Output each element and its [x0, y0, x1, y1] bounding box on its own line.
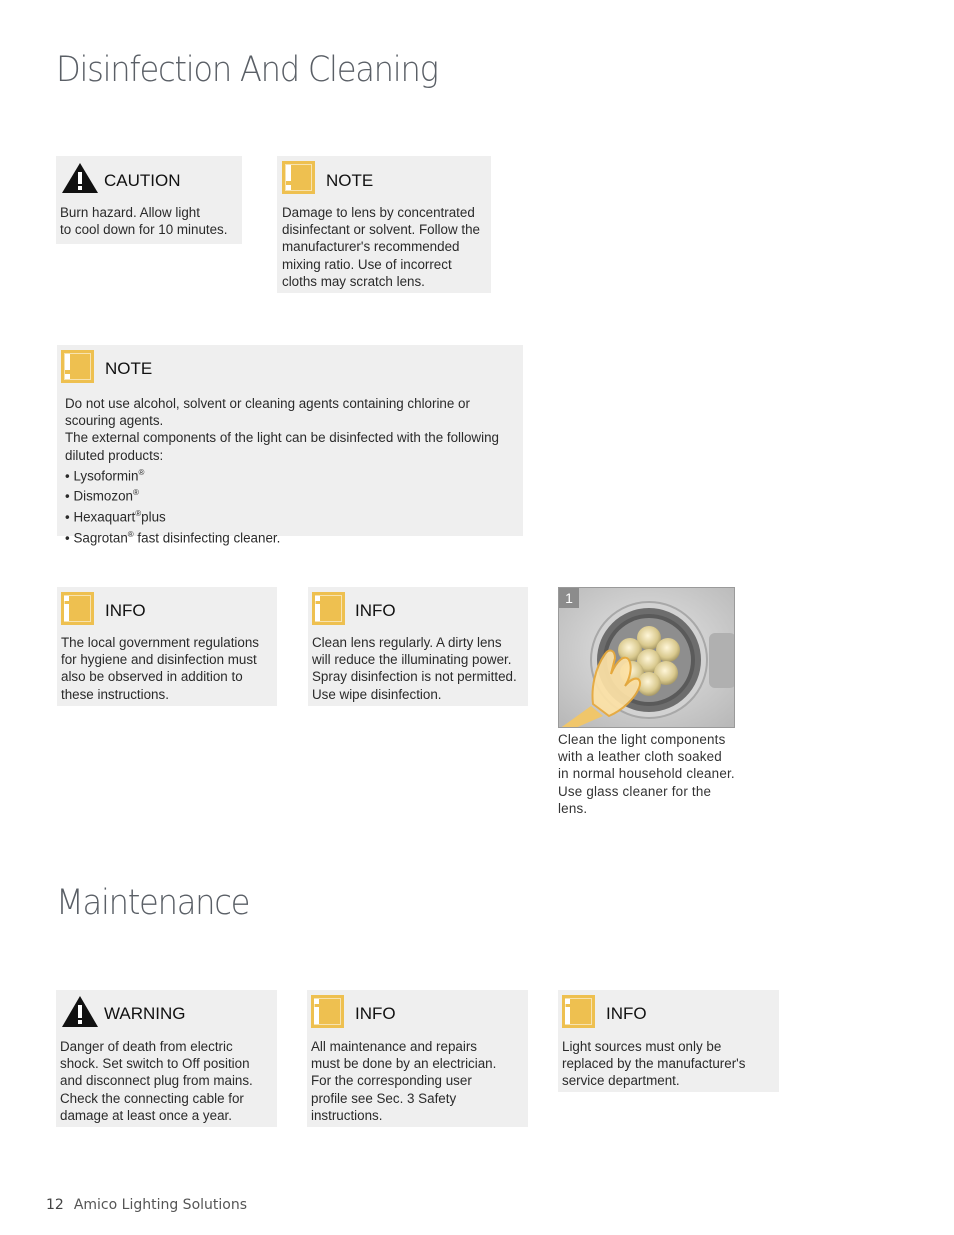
note-lens-line: disinfectant or solvent. Follow the	[282, 222, 480, 238]
product-name: Sagrotan	[73, 530, 128, 546]
product-name: Hexaquart	[73, 509, 136, 525]
bullet: •	[65, 488, 70, 504]
note-lens-line: Damage to lens by concentrated	[282, 205, 475, 220]
info-icon	[562, 995, 595, 1028]
note-products-box	[57, 345, 523, 546]
info-regulations-line: for hygiene and disinfection must	[61, 652, 257, 668]
info-regulations-line: also be observed in addition to	[61, 669, 243, 685]
info-maintenance-line: instructions.	[311, 1107, 383, 1123]
warning-line: damage at least once a year.	[60, 1107, 232, 1123]
note-products-line: diluted products:	[65, 447, 164, 463]
info-maintenance-line: profile see Sec. 3 Safety	[311, 1090, 457, 1106]
registered-mark: ®	[132, 488, 139, 498]
product-name: Dismozon	[73, 488, 133, 504]
page-number: 12	[46, 1197, 64, 1213]
caption-line: in normal household cleaner.	[558, 766, 735, 782]
info-maintenance-line: All maintenance and repairs	[311, 1039, 477, 1054]
product-suffix: plus	[141, 509, 166, 525]
page-footer	[46, 1197, 247, 1213]
info-light-sources-text	[562, 1038, 745, 1090]
info-regulations-box	[57, 587, 277, 706]
info-lens-text	[312, 634, 517, 703]
bullet: •	[65, 530, 70, 546]
caption-line: Use glass cleaner for the	[558, 783, 712, 799]
warning-line: Check the connecting cable for	[60, 1090, 244, 1106]
info-maintenance-box	[307, 990, 528, 1127]
info-maintenance-line: must be done by an electrician.	[311, 1056, 497, 1072]
note-products-title: NOTE	[105, 359, 153, 378]
warning-line: shock. Set switch to Off position	[60, 1056, 250, 1072]
bullet: •	[65, 468, 70, 484]
caption-line: Clean the light components	[558, 732, 726, 747]
info-maintenance-title: INFO	[355, 1004, 396, 1023]
caution-line: to cool down for 10 minutes.	[60, 222, 228, 238]
info-lens-line: Clean lens regularly. A dirty lens	[312, 635, 502, 650]
info-light-sources-line: replaced by the manufacturer's	[562, 1056, 746, 1072]
product-name: Lysoformin	[73, 468, 139, 484]
bullet: •	[65, 509, 70, 525]
info-light-sources-line: service department.	[562, 1073, 680, 1089]
note-products-text	[65, 395, 499, 547]
caution-title: CAUTION	[104, 171, 181, 190]
info-maintenance-line: For the corresponding user	[311, 1073, 472, 1089]
info-lens-line: will reduce the illuminating power.	[312, 652, 512, 668]
figure-number-badge: 1	[559, 588, 579, 608]
info-icon	[61, 592, 94, 625]
note-exclamation-icon	[282, 161, 315, 194]
cleaning-figure	[558, 587, 735, 728]
info-regulations-text	[61, 634, 259, 703]
product-item	[65, 526, 499, 547]
info-regulations-line: The local government regulations	[61, 635, 259, 650]
warning-line: Danger of death from electric	[60, 1039, 233, 1054]
warning-triangle-icon	[61, 162, 99, 194]
info-icon	[312, 592, 345, 625]
info-light-sources-title: INFO	[606, 1004, 647, 1023]
info-lens-box	[308, 587, 528, 706]
note-lens-line: cloths may scratch lens.	[282, 273, 425, 289]
note-lens-line: manufacturer's recommended	[282, 239, 460, 255]
product-suffix: fast disinfecting cleaner.	[133, 530, 281, 546]
warning-title: WARNING	[104, 1004, 186, 1023]
product-item	[65, 484, 499, 505]
caution-line: Burn hazard. Allow light	[60, 205, 200, 220]
product-item	[65, 464, 499, 485]
warning-text	[60, 1038, 253, 1124]
caution-box	[56, 156, 242, 244]
note-lens-text	[282, 204, 480, 290]
info-lens-line: Use wipe disinfection.	[312, 686, 442, 702]
section-heading-maintenance: Maintenance	[56, 883, 250, 923]
product-item	[65, 505, 499, 526]
figure-caption	[558, 731, 748, 817]
note-products-line: The external components of the light can be disinfected with the following	[65, 430, 499, 446]
info-lens-title: INFO	[355, 601, 396, 620]
lamp-cleaning-illustration	[559, 588, 735, 728]
note-lens-title: NOTE	[326, 171, 374, 190]
registered-mark: ®	[135, 509, 142, 519]
warning-box	[56, 990, 277, 1127]
note-products-line: Do not use alcohol, solvent or cleaning agents containing chlorine or	[65, 396, 470, 411]
warning-triangle-icon	[61, 995, 99, 1028]
caution-text	[60, 204, 227, 238]
note-products-line: scouring agents.	[65, 413, 164, 429]
section-heading-disinfection: Disinfection And Cleaning	[56, 50, 438, 90]
note-lens-line: mixing ratio. Use of incorrect	[282, 256, 452, 272]
info-light-sources-line: Light sources must only be	[562, 1039, 722, 1054]
info-icon	[311, 995, 344, 1028]
info-regulations-line: these instructions.	[61, 686, 169, 702]
info-regulations-title: INFO	[105, 601, 146, 620]
caption-line: with a leather cloth soaked	[558, 749, 722, 765]
registered-mark: ®	[138, 467, 145, 477]
footer-brand: Amico Lighting Solutions	[73, 1197, 248, 1213]
info-lens-line: Spray disinfection is not permitted.	[312, 669, 517, 685]
note-exclamation-icon	[61, 350, 94, 383]
info-light-sources-box	[558, 990, 779, 1092]
warning-line: and disconnect plug from mains.	[60, 1073, 253, 1089]
registered-mark: ®	[127, 529, 134, 539]
note-lens-box	[277, 156, 491, 293]
caption-line: lens.	[558, 800, 588, 816]
info-maintenance-text	[311, 1038, 496, 1124]
